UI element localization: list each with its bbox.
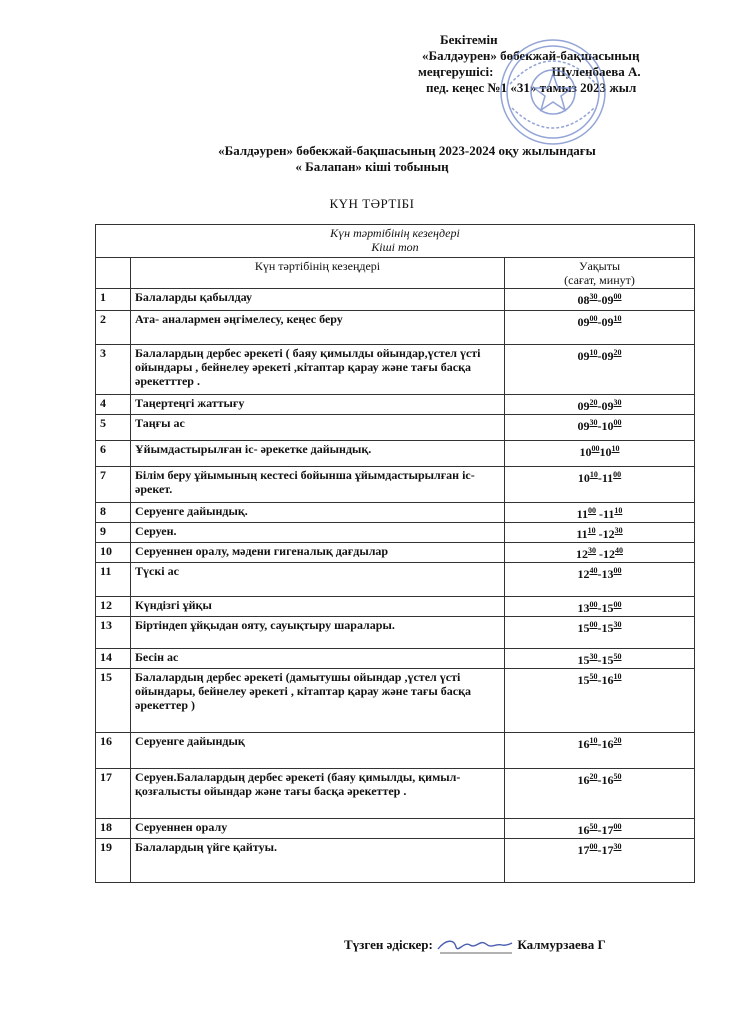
row-time: [505, 563, 695, 597]
row-time: [505, 467, 695, 503]
row-activity: Балалардың дербес әрекеті (дамытушы ойындар ,үстел үсті ойындары, бейнелеу әрекеті , кітаптар қарау және тағы басқа әрекеттер ): [131, 669, 505, 733]
time-end-min: 50: [613, 772, 622, 781]
time-end-min: 10: [613, 314, 622, 323]
time-start-hour: 09: [577, 349, 590, 363]
time-start-hour: 16: [577, 773, 590, 787]
table-caption: [96, 225, 695, 258]
row-number: 5: [96, 415, 131, 441]
title-line-1: «Балдәурен» бөбекжай-бақшасының 2023-2024 оқу жылындағы: [218, 143, 596, 158]
schedule-table: [95, 224, 695, 883]
table-row: [96, 523, 695, 543]
compiler-signature-line: [344, 935, 606, 957]
time-end-hour: -16: [597, 773, 614, 787]
time-end-hour: -13: [597, 567, 614, 581]
time-start-hour: 12: [577, 567, 590, 581]
time-end-hour: -16: [597, 673, 614, 687]
row-time: [505, 345, 695, 395]
time-end-min: 20: [613, 736, 622, 745]
title-line-2: « Балапан» кіші тобының: [295, 159, 449, 174]
row-time: [505, 395, 695, 415]
time-start-min: 00: [589, 620, 598, 629]
schedule-heading: КҮН ТӘРТІБІ: [329, 196, 415, 211]
approval-line-2: «Балдәурен» бөбекжай-бақшасының: [422, 48, 640, 63]
time-end-hour: -09: [597, 315, 614, 329]
time-end-min: 10: [613, 672, 622, 681]
header-activity: Күн тәртібінің кезеңдері: [131, 258, 505, 289]
document-title: [0, 143, 744, 175]
row-number: 1: [96, 289, 131, 311]
time-start-min: 20: [589, 772, 598, 781]
time-start-hour: 09: [577, 399, 590, 413]
time-start-min: 30: [589, 292, 598, 301]
time-start-hour: 15: [577, 653, 590, 667]
row-number: 17: [96, 769, 131, 819]
time-start-hour: 16: [577, 823, 590, 837]
round-seal-stamp-icon: [498, 28, 608, 156]
row-activity: Серуен.Балалардың дербес әрекеті (баяу қимылды, қимыл-қозғалысты ойындар және тағы басқа әрекеттер .: [131, 769, 505, 819]
time-end-min: 00: [613, 470, 622, 479]
time-start-hour: 08: [577, 293, 590, 307]
time-start-min: 50: [589, 672, 598, 681]
time-start-min: 00: [591, 444, 600, 453]
time-end-min: 30: [613, 398, 622, 407]
row-activity: Күндізгі ұйқы: [131, 597, 505, 617]
row-time: [505, 769, 695, 819]
time-end-hour: -16: [597, 737, 614, 751]
row-activity: Серуенге дайындық.: [131, 503, 505, 523]
row-time: [505, 733, 695, 769]
row-activity: Біртіндеп ұйқыдан ояту, сауықтыру шаралары.: [131, 617, 505, 649]
row-number: 19: [96, 839, 131, 883]
time-end-hour: -09: [597, 293, 614, 307]
table-row: [96, 311, 695, 345]
time-start-hour: 11: [576, 527, 588, 541]
row-number: 13: [96, 617, 131, 649]
time-end-hour: -17: [597, 843, 614, 857]
header-time: [505, 258, 695, 289]
approval-head-name: Шуленбаева А.: [551, 64, 641, 79]
time-end-min: 00: [613, 566, 622, 575]
table-row: [96, 819, 695, 839]
time-end-hour: -11: [596, 507, 615, 521]
row-number: 10: [96, 543, 131, 563]
row-activity: Серуеннен оралу: [131, 819, 505, 839]
row-activity: Таңғы ас: [131, 415, 505, 441]
time-start-min: 40: [589, 566, 598, 575]
row-time: [505, 523, 695, 543]
time-end-hour: -11: [597, 471, 614, 485]
time-start-min: 00: [589, 314, 598, 323]
time-start-hour: 09: [577, 315, 590, 329]
time-start-min: 50: [589, 822, 598, 831]
table-row: [96, 503, 695, 523]
time-end-min: 10: [611, 444, 620, 453]
table-row: [96, 839, 695, 883]
time-end-hour: -17: [597, 823, 614, 837]
time-end-min: 00: [613, 600, 622, 609]
row-time: [505, 597, 695, 617]
time-end-hour: -15: [597, 621, 614, 635]
handwritten-signature-icon: [436, 935, 514, 957]
row-time: [505, 289, 695, 311]
time-end-min: 40: [615, 546, 623, 555]
time-start-hour: 15: [577, 673, 590, 687]
approval-role: меңгерушісі:: [418, 64, 494, 79]
time-end-min: 30: [613, 842, 622, 851]
time-start-hour: 15: [577, 621, 590, 635]
row-number: 16: [96, 733, 131, 769]
row-number: 18: [96, 819, 131, 839]
caption-line-1: Күн тәртібінің кезеңдері: [330, 226, 460, 240]
row-time: [505, 617, 695, 649]
table-row: [96, 415, 695, 441]
time-start-min: 10: [589, 348, 598, 357]
time-start-min: 10: [589, 736, 598, 745]
row-activity: Түскі ас: [131, 563, 505, 597]
time-end-hour: -12: [595, 527, 615, 541]
time-start-min: 30: [588, 546, 596, 555]
time-start-hour: 17: [577, 843, 590, 857]
table-row: [96, 769, 695, 819]
time-end-min: 30: [614, 526, 623, 535]
time-start-hour: 09: [577, 419, 590, 433]
row-number: 7: [96, 467, 131, 503]
table-row: [96, 395, 695, 415]
time-end-min: 10: [614, 506, 623, 515]
table-row: [96, 345, 695, 395]
table-row: [96, 441, 695, 467]
time-end-hour: 10: [599, 445, 612, 459]
time-start-hour: 13: [577, 601, 590, 615]
row-activity: Бесін ас: [131, 649, 505, 669]
time-start-min: 00: [589, 842, 598, 851]
row-number: 6: [96, 441, 131, 467]
row-number: 9: [96, 523, 131, 543]
row-activity: Ұйымдастырылған іс- әрекетке дайындық.: [131, 441, 505, 467]
header-time-line-2: (сағат, минут): [564, 273, 635, 287]
time-start-min: 30: [589, 652, 598, 661]
row-time: [505, 503, 695, 523]
row-activity: Балаларды қабылдау: [131, 289, 505, 311]
compiler-label: Түзген әдіскер:: [344, 936, 433, 952]
row-number: 8: [96, 503, 131, 523]
compiler-name: Калмурзаева Г: [517, 936, 606, 952]
time-end-hour: -15: [597, 601, 614, 615]
time-start-min: 00: [588, 506, 596, 515]
time-start-min: 10: [589, 470, 598, 479]
time-end-hour: -09: [597, 349, 614, 363]
header-number-cell: [96, 258, 131, 289]
table-row: [96, 733, 695, 769]
row-activity: Ата- аналармен әңгімелесу, кеңес беру: [131, 311, 505, 345]
row-time: [505, 649, 695, 669]
row-activity: Серуен.: [131, 523, 505, 543]
time-start-min: 10: [587, 526, 596, 535]
row-activity: Серуеннен оралу, мәдени гигеналық дағдылар: [131, 543, 505, 563]
time-end-min: 20: [613, 348, 622, 357]
time-end-hour: -09: [597, 399, 614, 413]
approval-line-1: Бекітемін: [440, 32, 498, 47]
row-time: [505, 311, 695, 345]
table-row: [96, 669, 695, 733]
time-end-min: 00: [613, 292, 622, 301]
table-row: [96, 543, 695, 563]
row-number: 12: [96, 597, 131, 617]
table-row: [96, 289, 695, 311]
row-time: [505, 839, 695, 883]
time-end-min: 00: [613, 822, 622, 831]
time-start-min: 20: [589, 398, 598, 407]
caption-line-2: Кіші топ: [371, 240, 419, 254]
time-end-hour: -12: [596, 547, 615, 561]
row-time: [505, 415, 695, 441]
row-time: [505, 819, 695, 839]
row-activity: Білім беру ұйымының кестесі бойынша ұйымдастырылған іс-әрекет.: [131, 467, 505, 503]
time-end-hour: -10: [597, 419, 614, 433]
time-start-hour: 11: [576, 507, 588, 521]
time-end-hour: -15: [597, 653, 614, 667]
row-activity: Таңертеңгі жаттығу: [131, 395, 505, 415]
header-time-line-1: Уақыты: [578, 259, 621, 273]
row-number: 2: [96, 311, 131, 345]
table-row: [96, 467, 695, 503]
time-end-min: 30: [613, 620, 622, 629]
row-number: 15: [96, 669, 131, 733]
table-row: [96, 597, 695, 617]
row-number: 4: [96, 395, 131, 415]
time-start-hour: 16: [577, 737, 590, 751]
row-number: 14: [96, 649, 131, 669]
table-row: [96, 617, 695, 649]
table-row: [96, 649, 695, 669]
row-activity: Серуенге дайындық: [131, 733, 505, 769]
time-end-min: 50: [613, 652, 622, 661]
time-start-min: 30: [589, 418, 598, 427]
row-time: [505, 543, 695, 563]
time-end-min: 00: [613, 418, 622, 427]
row-number: 11: [96, 563, 131, 597]
row-time: [505, 441, 695, 467]
table-caption-row: [96, 225, 695, 258]
approval-line-4: пед. кеңес №1 «31» тамыз 2023 жыл: [426, 80, 637, 95]
time-start-hour: 12: [576, 547, 588, 561]
table-header-row: [96, 258, 695, 289]
row-activity: Балалардың дербес әрекеті ( баяу қимылды ойындар,үстел үсті ойындары , бейнелеу әрекеті ,кітаптар қарау және тағы басқа әрекетттер .: [131, 345, 505, 395]
time-start-hour: 10: [577, 471, 590, 485]
row-time: [505, 669, 695, 733]
table-row: [96, 563, 695, 597]
row-activity: Балалардың үйге қайтуы.: [131, 839, 505, 883]
time-start-hour: 10: [579, 445, 592, 459]
time-start-min: 00: [589, 600, 598, 609]
row-number: 3: [96, 345, 131, 395]
